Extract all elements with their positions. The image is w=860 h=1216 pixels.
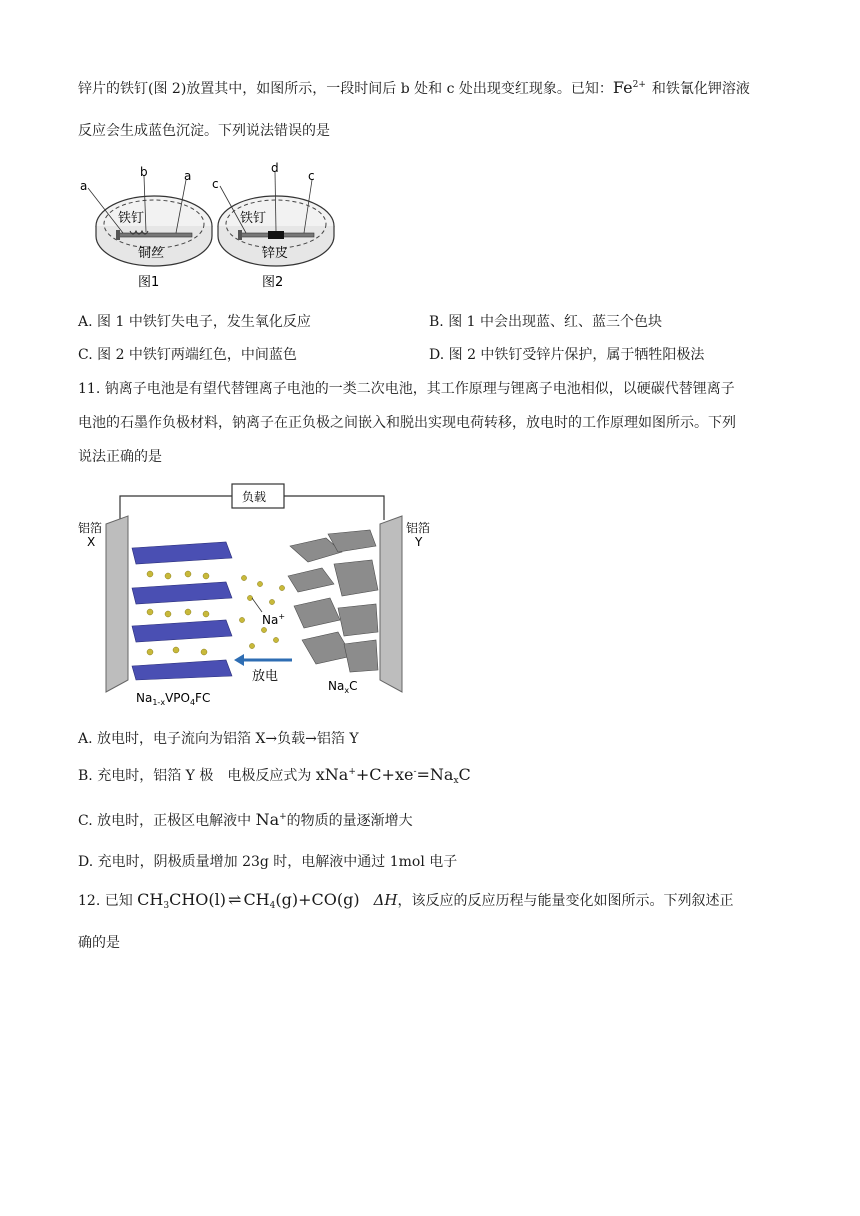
right-foil-label: 铝箔	[406, 521, 431, 535]
q10-figure	[76, 158, 336, 298]
fig2-caption: 图2	[262, 275, 284, 290]
q10-line-1: 锌片的铁钉(图 2)放置其中，如图所示，一段时间后 b 处和 c 处出现变红现象。已知：$Fe^{2+}$ 和铁氰化钾溶液	[78, 78, 750, 97]
left-foil-label: 铝箔	[78, 521, 103, 535]
anode-formula: $Na_xC$	[328, 679, 358, 695]
na-ion-label: Na+	[262, 612, 286, 627]
fig2-label-c-left: c	[212, 177, 219, 191]
right-foil-letter: Y	[415, 535, 423, 549]
battery-figure	[76, 480, 446, 710]
q10-line-2: 反应会生成蓝色沉淀。下列说法错误的是	[78, 123, 330, 139]
fig2-label-c-right: c	[308, 169, 315, 183]
cathode-formula: $Na_{1-x}VPO_4FC$	[136, 691, 211, 707]
fe-ion: $Fe^{2+}$	[612, 78, 646, 97]
discharge-label: 放电	[252, 669, 279, 684]
anode-carbon	[288, 530, 378, 672]
q11-line-2: 电池的石墨作负极材料，钠离子在正负极之间嵌入和脱出实现电荷转移，放电时的工作原理如图所示。下列	[78, 415, 736, 431]
fig2-label-d: d	[271, 161, 279, 175]
load-label: 负载	[242, 490, 267, 504]
fig2-zinc-label: 锌皮	[262, 246, 289, 261]
fig1-label-b: b	[140, 165, 148, 179]
q11-option-c: C. 放电时，正极区电解液中 Na+的物质的量逐渐增大	[78, 810, 413, 829]
q11-option-a: A. 放电时，电子流向为铝箔 X→负载→铝箔 Y	[78, 731, 359, 747]
q12-line-1: 12. 已知 $CH_3CHO(l)$ ⇌ $CH_4(g)+CO(g)$ ΔH，该反应的反应历程与能量变化如图所示。下列叙述正	[78, 890, 734, 911]
q11-option-b: B. 充电时，铝箔 Y 极 电极反应式为 $xNa^++C+xe^-=Na_xC$	[78, 765, 471, 786]
fig1-wire-label: 铜丝	[138, 246, 165, 261]
fig1-label-a-right: a	[184, 169, 192, 183]
q11-b-equation: $xNa^++C+xe^-=Na_xC$	[315, 765, 471, 786]
q10-option-b: B. 图 1 中会出现蓝、红、蓝三个色块	[429, 314, 662, 330]
fig1-nail-label: 铁钉	[118, 211, 145, 226]
fig1-caption: 图1	[138, 275, 160, 290]
q11-line-1: 11. 钠离子电池是有望代替锂离子电池的一类二次电池，其工作原理与锂离子电池相似，以硬碳代替锂离子	[78, 381, 735, 397]
q11-line-3: 说法正确的是	[78, 449, 162, 465]
left-foil-letter: X	[87, 535, 96, 549]
q11-c-ion: Na+	[255, 810, 287, 829]
fig1-label-a-left: a	[80, 179, 88, 193]
q10-option-a: A. 图 1 中铁钉失电子，发生氧化反应	[78, 314, 311, 330]
fig2-nail-label: 铁钉	[240, 211, 267, 226]
q10-option-d: D. 图 2 中铁钉受锌片保护，属于牺牲阳极法	[429, 347, 705, 363]
q11-option-d: D. 充电时，阴极质量增加 23g 时，电解液中通过 1mol 电子	[78, 854, 458, 870]
q12-equation: $CH_3CHO(l)$ ⇌ $CH_4(g)+CO(g)$	[137, 890, 360, 911]
q10-option-c: C. 图 2 中铁钉两端红色，中间蓝色	[78, 347, 297, 363]
q12-line-2: 确的是	[78, 935, 120, 951]
